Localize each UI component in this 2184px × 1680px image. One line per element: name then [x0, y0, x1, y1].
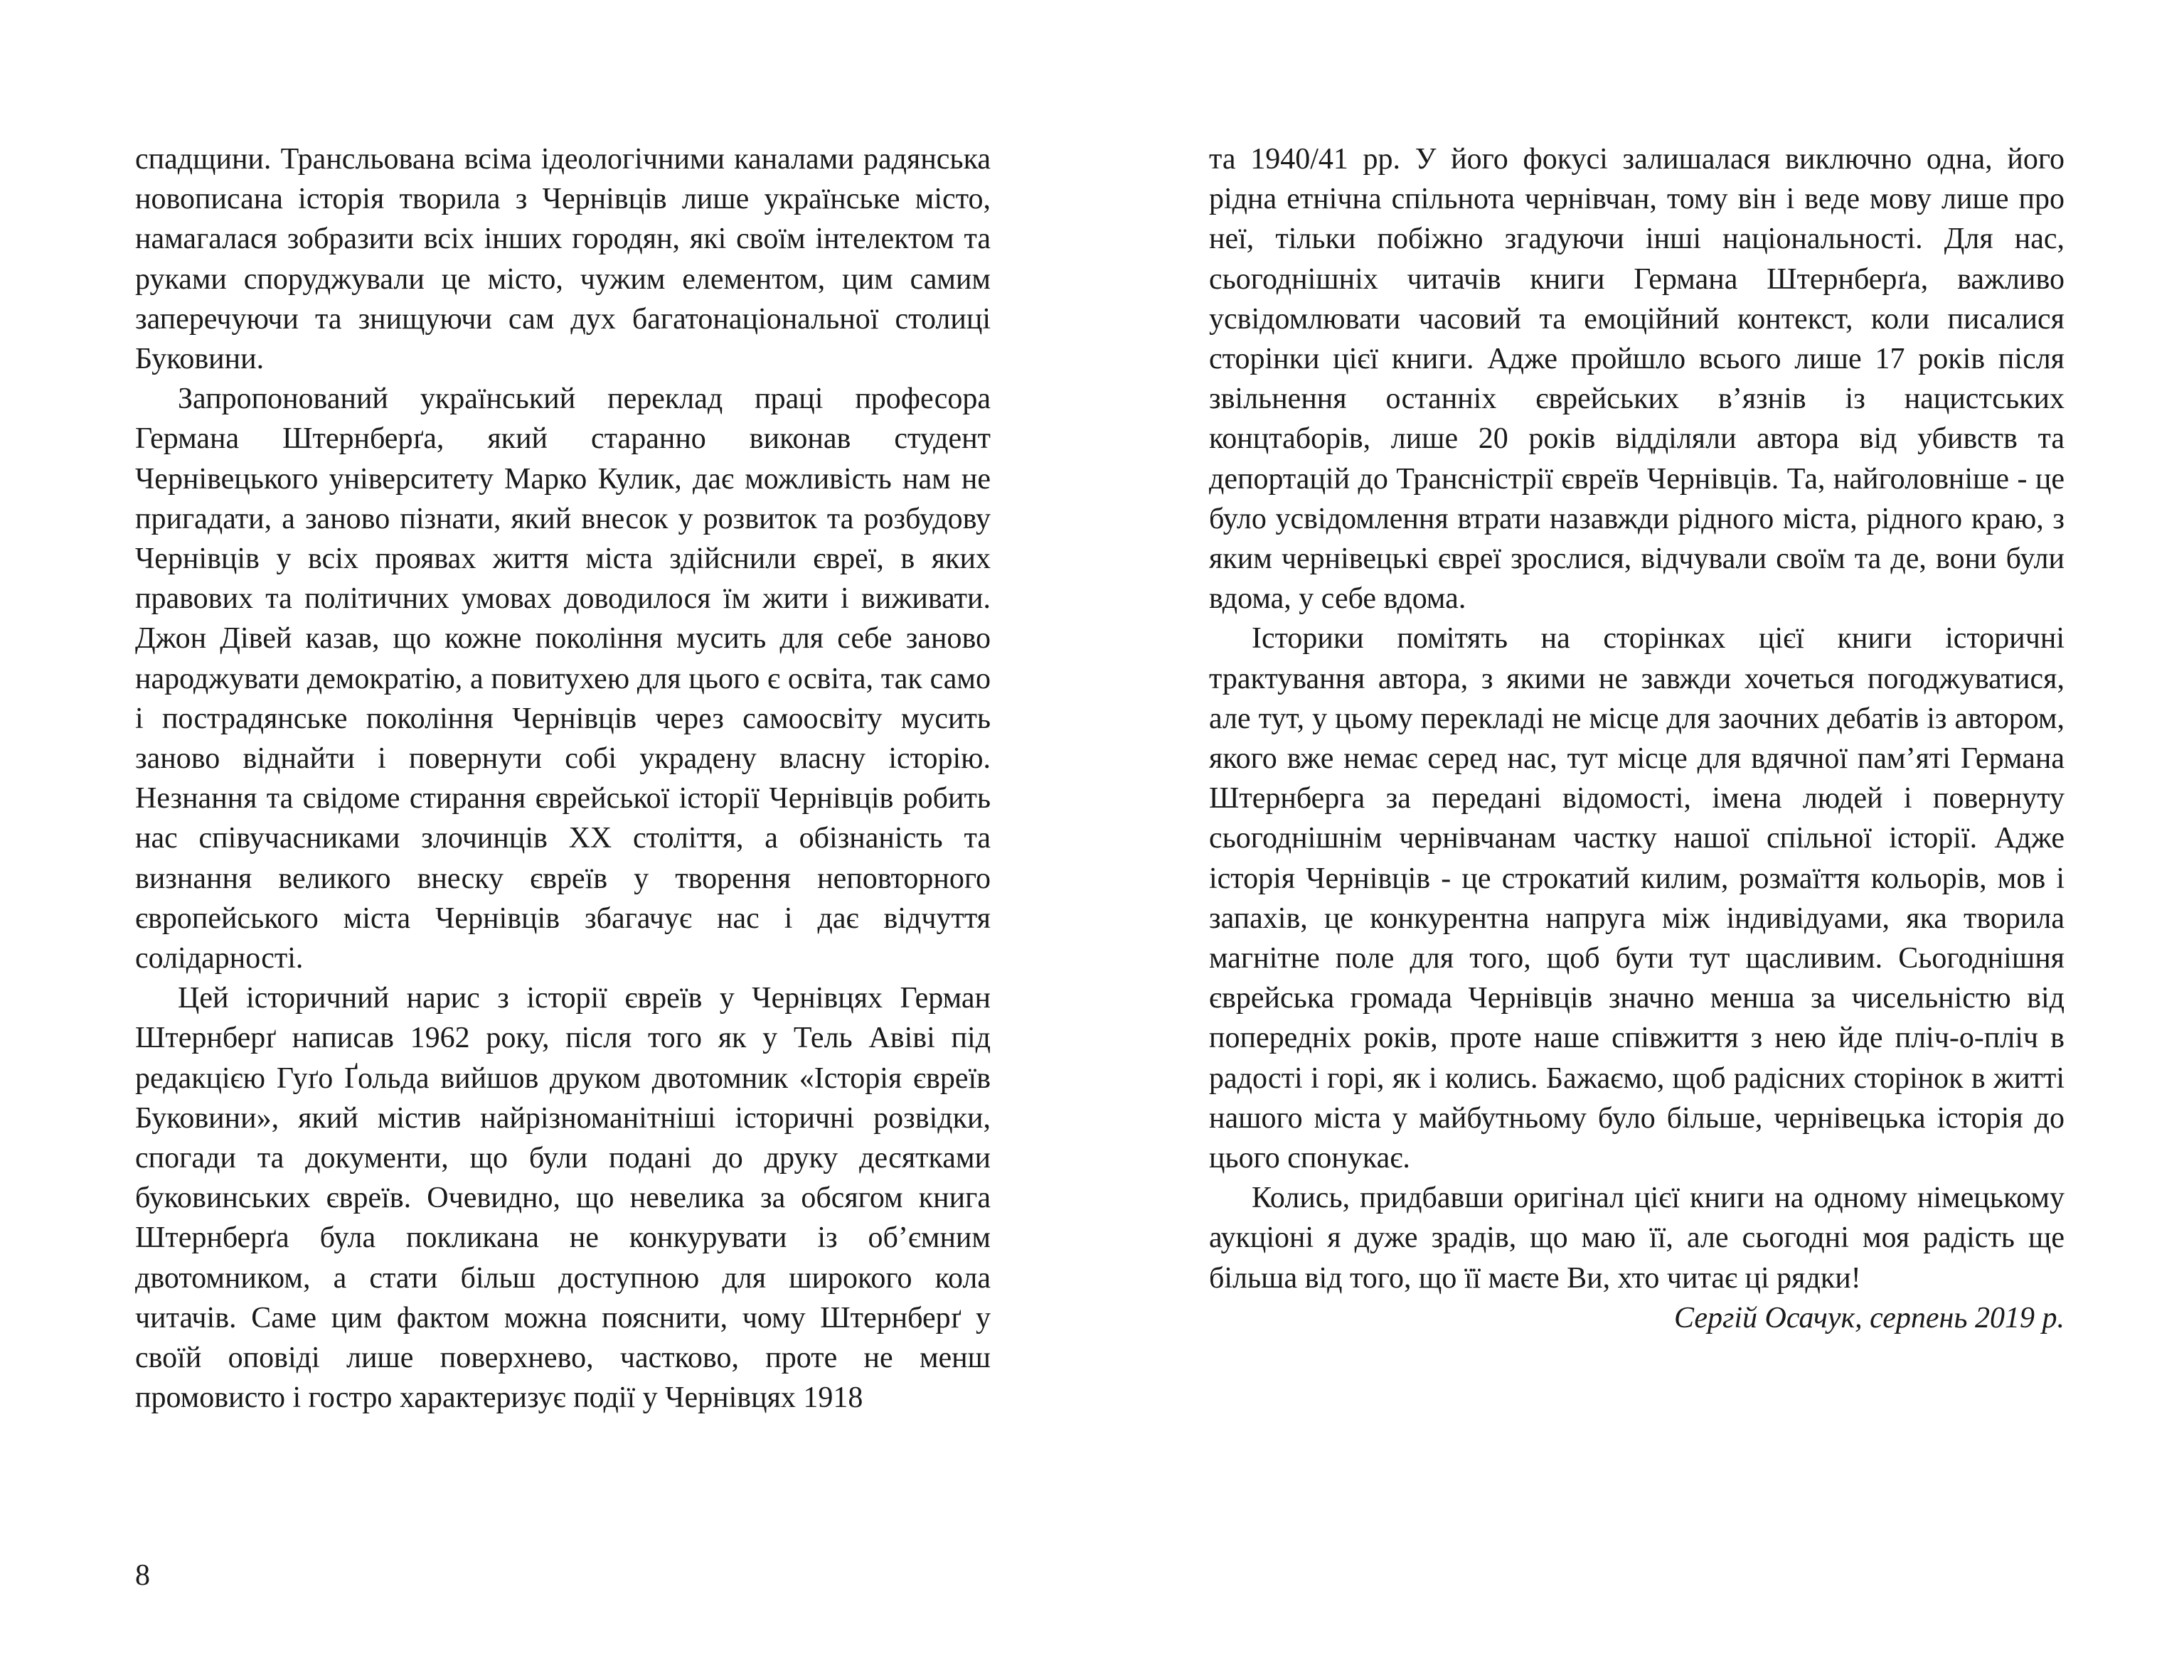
page-number: 8	[135, 1559, 150, 1592]
left-paragraph-3: Цей історичний нарис з історії євреїв у Чернівцях Герман Штернберґ написав 1962 року, після того як у Тель Авіві під редакцією Гуґо Ґольда вийшов друком двотомник «Історія євреїв Буковини», який містив найрізноманітніші історичні розвідки, спогади та документи, що були подані до друку десятками буковинських євреїв. Очевидно, що невелика за обсягом книга Штернберґа була покликана не конкурувати із об’ємним двотомником, а стати більш доступною для широкого кола читачів. Саме цим фактом можна пояснити, чому Штернберґ у своїй оповіді лише поверхнево, частково, проте не менш промовисто і гостро характеризує події у Чернівцях 1918	[135, 982, 991, 1415]
left-page	[135, 139, 991, 1418]
right-paragraph-1: та 1940/41 рр. У його фокусі залишалася виключно одна, його рідна етнічна спільнота чернівчан, тому він і веде мову лише про неї, тільки побіжно згадуючи інші національності. Для нас, сьогоднішніх читачів книги Германа Штернберґа, важливо усвідомлювати часовий та емоційний контекст, коли писалися сторінки цієї книги. Адже пройшло всього лише 17 років після звільнення останніх єврейських в’язнів із нацистських концтаборів, лише 20 років відділяли автора від убивств та депортацій до Трансністрії євреїв Чернівців. Та, найголовніше - це було усвідомлення втрати назавжди рідного міста, рідного краю, з яким чернівецькі євреї зрослися, відчували своїм та де, вони були вдома, у себе вдома.	[1209, 143, 2065, 616]
author-signature: Сергій Осачук, серпень 2019 р.	[1674, 1301, 2065, 1334]
left-paragraph-1: спадщини. Трансльована всіма ідеологічними каналами радянська новописана історія творила з Чернівців лише українське місто, намагалася зобразити всіх інших городян, які своїм інтелектом та руками споруджували це місто, чужим елементом, цим самим заперечуючи та знищуючи сам дух багатонаціональної столиці Буковини.	[135, 143, 991, 376]
left-paragraph-2: Запропонований український переклад праці професора Германа Штернберґа, який старанно виконав студент Чернівецького університету Марко Кулик, дає можливість нам не пригадати, а заново пізнати, який внесок у розвиток та розбудову Чернівців у всіх проявах життя міста здійснили євреї, в яких правових та політичних умовах доводилося їм жити і виживати. Джон Дівей казав, що кожне покоління мусить для себе заново народжувати демократію, а повитухею для цього є освіта, так само і пострадянське покоління Чернівців через самоосвіту мусить заново віднайти і повернути собі украдену власну історію. Незнання та свідоме стирання єврейської історії Чернівців робить нас співучасниками злочинців XX століття, а обізнаність та визнання великого внеску євреїв у творення неповторного європейського міста Чернівців збагачує нас і дає відчуття солідарності.	[135, 382, 991, 975]
right-page	[1209, 139, 2065, 1338]
right-paragraph-2: Історики помітять на сторінках цієї книги історичні трактування автора, з якими не завжди хочеться погоджуватися, але тут, у цьому перекладі не місце для заочних дебатів із автором, якого вже немає серед нас, тут місце для вдячної пам’яті Германа Штернберга за передані відомості, імена людей і повернуту сьогоднішнім чернівчанам частку нашої спільної історії. Адже історія Чернівців - це строкатий килим, розмаїття кольорів, мов і запахів, це конкурентна напруга між індивідуами, яка творила магнітне поле для того, щоб бути тут щасливим. Сьогоднішня єврейська громада Чернівців значно менша за чисельністю від попередніх років, проте наше співжиття з нею йде пліч-о-пліч в радості і горі, як і колись. Бажаємо, щоб радісних сторінок в житті нашого міста у майбутньому було більше, чернівецька історія до цього спонукає.	[1209, 622, 2065, 1175]
right-paragraph-3: Колись, придбавши оригінал цієї книги на одному німецькому аукціоні я дуже зрадів, що маю її, але сьогодні моя радість ще більша від того, що її маєте Ви, хто читає ці рядки!	[1209, 1182, 2065, 1295]
